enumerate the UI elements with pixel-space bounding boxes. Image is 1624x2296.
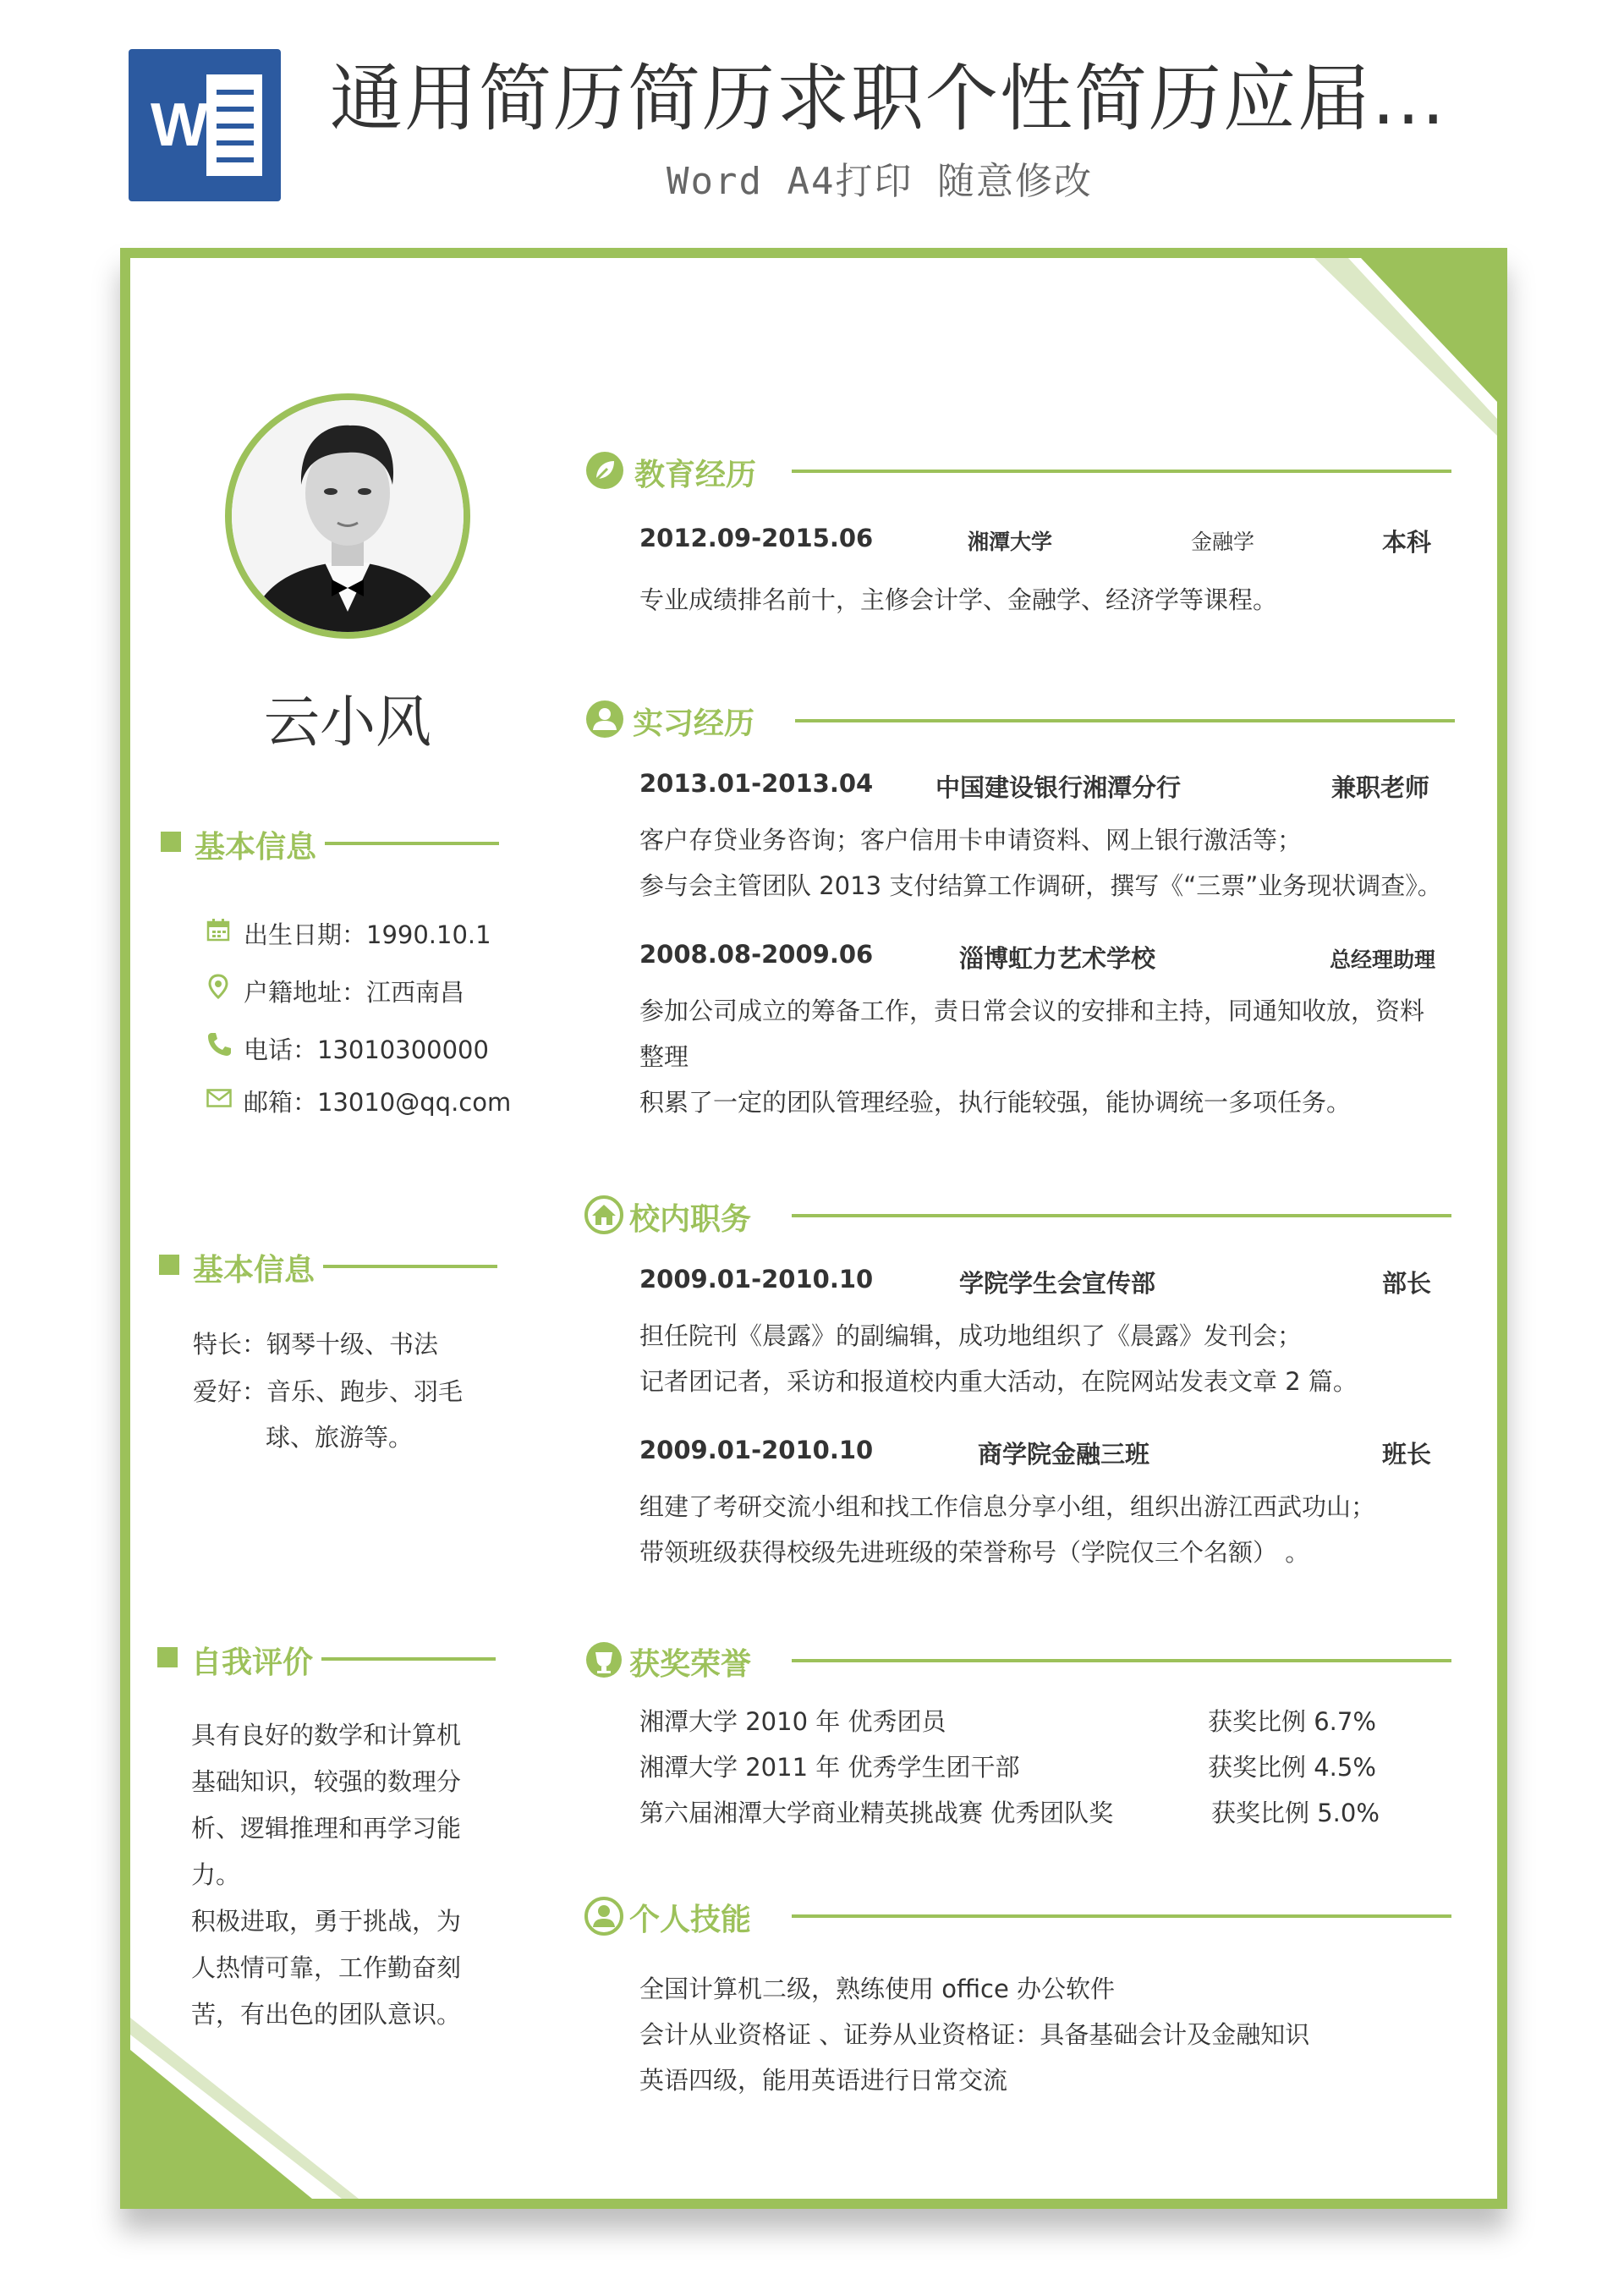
campus-org: 商学院金融三班 xyxy=(978,1440,1150,1469)
section-title-internship: 实习经历 xyxy=(633,706,755,741)
section-divider xyxy=(325,842,499,845)
hobby-line: 爱好：音乐、跑步、羽毛 xyxy=(193,1377,464,1406)
education-degree: 本科 xyxy=(1382,528,1432,557)
internship-role: 兼职老师 xyxy=(1331,773,1430,802)
user-badge-icon xyxy=(585,700,624,739)
internship-line: 客户存贷业务咨询；客户信用卡申请资料、网上银行激活等； xyxy=(639,826,1303,854)
award-ratio: 获奖比例 6.7% xyxy=(1208,1707,1376,1736)
internship-line: 积累了一定的团队管理经验，执行能较强，能协调统一多项任务。 xyxy=(639,1088,1352,1117)
phone: 电话：13010300000 xyxy=(244,1035,489,1064)
profile-name: 云小风 xyxy=(264,689,431,755)
self-eval-line: 苦，有出色的团队意识。 xyxy=(191,2000,462,2029)
section-title-campus: 校内职务 xyxy=(629,1202,752,1237)
internship-line: 参加公司成立的筹备工作，责日常会议的安排和主持，同通知收放，资料 xyxy=(639,997,1425,1025)
campus-line: 组建了考研交流小组和找工作信息分享小组，组织出游江西武功山； xyxy=(639,1492,1376,1521)
word-icon: W xyxy=(129,49,281,201)
resume-page xyxy=(120,248,1507,2209)
internship-org: 淄博虹力艺术学校 xyxy=(959,944,1156,973)
education-date: 2012.09-2015.06 xyxy=(639,524,874,552)
person-icon xyxy=(584,1896,624,1936)
document-title: 通用简历简历求职个性简历应届... xyxy=(330,57,1447,141)
internship-line: 整理 xyxy=(639,1042,689,1071)
section-title-self-eval: 自我评价 xyxy=(191,1645,314,1680)
internship-date: 2013.01-2013.04 xyxy=(639,769,874,798)
self-eval-line: 析、逻辑推理和再学习能 xyxy=(191,1814,462,1843)
education-major: 金融学 xyxy=(1191,530,1255,554)
award-name: 湘潭大学 2010 年 优秀团员 xyxy=(639,1707,946,1736)
campus-org: 学院学生会宣传部 xyxy=(959,1269,1156,1298)
campus-role: 部长 xyxy=(1382,1269,1432,1298)
internship-org: 中国建设银行湘潭分行 xyxy=(935,773,1182,802)
education-school: 湘潭大学 xyxy=(968,530,1053,554)
section-divider xyxy=(792,1914,1451,1918)
hometown: 户籍地址：江西南昌 xyxy=(244,978,465,1007)
avatar xyxy=(225,393,470,639)
self-eval-line: 积极进取，勇于挑战，为 xyxy=(191,1907,462,1936)
section-title-awards: 获奖荣誉 xyxy=(629,1647,752,1682)
section-divider xyxy=(323,1265,497,1268)
section-marker xyxy=(159,1255,179,1275)
location-icon xyxy=(208,974,228,999)
birth-date: 出生日期：1990.10.1 xyxy=(244,920,491,949)
leaf-icon xyxy=(585,451,624,490)
section-title-basic-info: 基本信息 xyxy=(195,830,317,865)
section-marker xyxy=(157,1647,178,1667)
section-divider xyxy=(792,470,1451,473)
section-marker xyxy=(161,832,181,852)
section-divider xyxy=(792,1214,1451,1217)
campus-role: 班长 xyxy=(1382,1440,1432,1469)
campus-line: 担任院刊《晨露》的副编辑，成功地组织了《晨露》发刊会； xyxy=(639,1321,1303,1350)
hobby-line: 球、旅游等。 xyxy=(266,1423,414,1452)
section-title-education: 教育经历 xyxy=(634,458,757,492)
award-name: 湘潭大学 2011 年 优秀学生团干部 xyxy=(639,1753,1020,1782)
mail-icon xyxy=(206,1089,232,1107)
self-eval-line: 基础知识，较强的数理分 xyxy=(191,1767,462,1796)
home-icon xyxy=(584,1195,624,1234)
skill-line: 全国计算机二级，熟练使用 office 办公软件 xyxy=(639,1975,1116,2003)
campus-line: 带领班级获得校级先进班级的荣誉称号（学院仅三个名额） 。 xyxy=(639,1538,1310,1567)
calendar-icon xyxy=(206,918,230,942)
internship-role: 总经理助理 xyxy=(1330,948,1436,972)
internship-date: 2008.08-2009.06 xyxy=(639,940,874,969)
section-divider xyxy=(795,719,1455,722)
section-title-hobbies: 基本信息 xyxy=(193,1253,315,1288)
section-divider xyxy=(792,1659,1451,1662)
campus-line: 记者团记者，采访和报道校内重大活动，在院网站发表文章 2 篇。 xyxy=(639,1367,1358,1396)
email: 邮箱：13010@qq.com xyxy=(244,1088,512,1117)
self-eval-line: 人热情可靠，工作勤奋刻 xyxy=(191,1953,462,1982)
skill-line: 英语四级，能用英语进行日常交流 xyxy=(639,2066,1008,2095)
campus-date: 2009.01-2010.10 xyxy=(639,1265,874,1294)
skill-line: 会计从业资格证 、证券从业资格证：具备基础会计及金融知识 xyxy=(639,2020,1310,2049)
award-ratio: 获奖比例 4.5% xyxy=(1208,1753,1376,1782)
document-subtitle: Word A4打印 随意修改 xyxy=(667,160,1093,203)
self-eval-line: 具有良好的数学和计算机 xyxy=(191,1721,462,1749)
section-title-skills: 个人技能 xyxy=(629,1903,752,1937)
award-icon xyxy=(584,1640,624,1679)
internship-line: 参与会主管团队 2013 支付结算工作调研，撰写《“三票”业务现状调查》。 xyxy=(639,871,1442,900)
award-name: 第六届湘潭大学商业精英挑战赛 优秀团队奖 xyxy=(639,1799,1114,1827)
section-divider xyxy=(321,1657,496,1661)
award-ratio: 获奖比例 5.0% xyxy=(1211,1799,1380,1827)
phone-icon xyxy=(206,1031,232,1057)
campus-date: 2009.01-2010.10 xyxy=(639,1436,874,1464)
education-desc: 专业成绩排名前十，主修会计学、金融学、经济学等课程。 xyxy=(639,585,1278,614)
self-eval-line: 力。 xyxy=(191,1860,241,1889)
hobby-line: 特长：钢琴十级、书法 xyxy=(193,1330,439,1359)
